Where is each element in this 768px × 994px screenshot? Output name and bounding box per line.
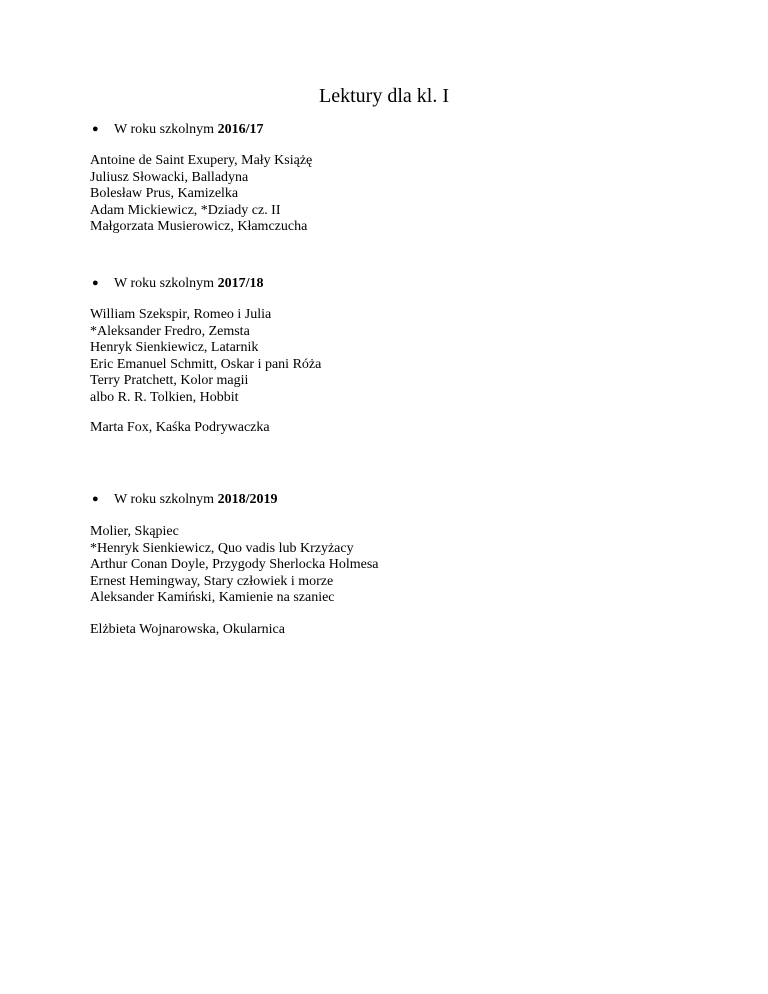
book-item: Arthur Conan Doyle, Przygody Sherlocka Holmesa	[90, 557, 379, 572]
book-list-2016-17	[90, 153, 312, 236]
book-item: Juliusz Słowacki, Balladyna	[90, 169, 249, 185]
school-year: 2018/2019	[217, 492, 278, 507]
book-list-2018-2019	[90, 524, 379, 607]
extra-book-list-2018-2019	[90, 622, 285, 639]
book-item: Bolesław Prus, Kamizelka	[90, 186, 239, 201]
book-item: Aleksander Kamiński, Kamienie na szaniec	[90, 590, 335, 605]
book-item: Terry Pratchett, Kolor magii	[90, 373, 249, 388]
section-heading-prefix: W roku szkolnym	[114, 122, 218, 137]
book-item: William Szekspir, Romeo i Julia	[90, 307, 272, 322]
book-item: *Henryk Sienkiewicz, Quo vadis lub Krzyżacy	[90, 540, 354, 556]
school-year: 2016/17	[217, 122, 264, 137]
bullet-icon: ●	[92, 277, 99, 289]
book-item: Antoine de Saint Exupery, Mały Książę	[90, 153, 313, 168]
section-heading-2017-18	[92, 275, 264, 292]
section-heading-2018-2019	[92, 491, 278, 508]
book-item: Małgorzata Musierowicz, Kłamczucha	[90, 219, 308, 234]
bullet-icon: ●	[92, 123, 99, 135]
page-title: Lektury dla kl. I	[319, 85, 449, 107]
extra-book-list-2017-18	[90, 420, 270, 437]
book-item: *Aleksander Fredro, Zemsta	[90, 323, 250, 339]
section-heading-2016-17	[92, 121, 264, 138]
section-heading-prefix: W roku szkolnym	[114, 492, 218, 507]
section-heading-prefix: W roku szkolnym	[114, 276, 218, 291]
extra-book-item: Elżbieta Wojnarowska, Okularnica	[90, 622, 285, 637]
book-list-2017-18	[90, 307, 321, 406]
book-item: Henryk Sienkiewicz, Latarnik	[90, 340, 259, 355]
book-item: Eric Emanuel Schmitt, Oskar i pani Róża	[90, 356, 322, 372]
book-item: Molier, Skąpiec	[90, 524, 179, 539]
book-item: albo R. R. Tolkien, Hobbit	[90, 389, 239, 405]
extra-book-item: Marta Fox, Kaśka Podrywaczka	[90, 420, 270, 435]
book-item: Adam Mickiewicz, *Dziady cz. II	[90, 202, 281, 218]
school-year: 2017/18	[217, 276, 264, 291]
bullet-icon: ●	[92, 493, 99, 505]
book-item: Ernest Hemingway, Stary człowiek i morze	[90, 573, 334, 589]
